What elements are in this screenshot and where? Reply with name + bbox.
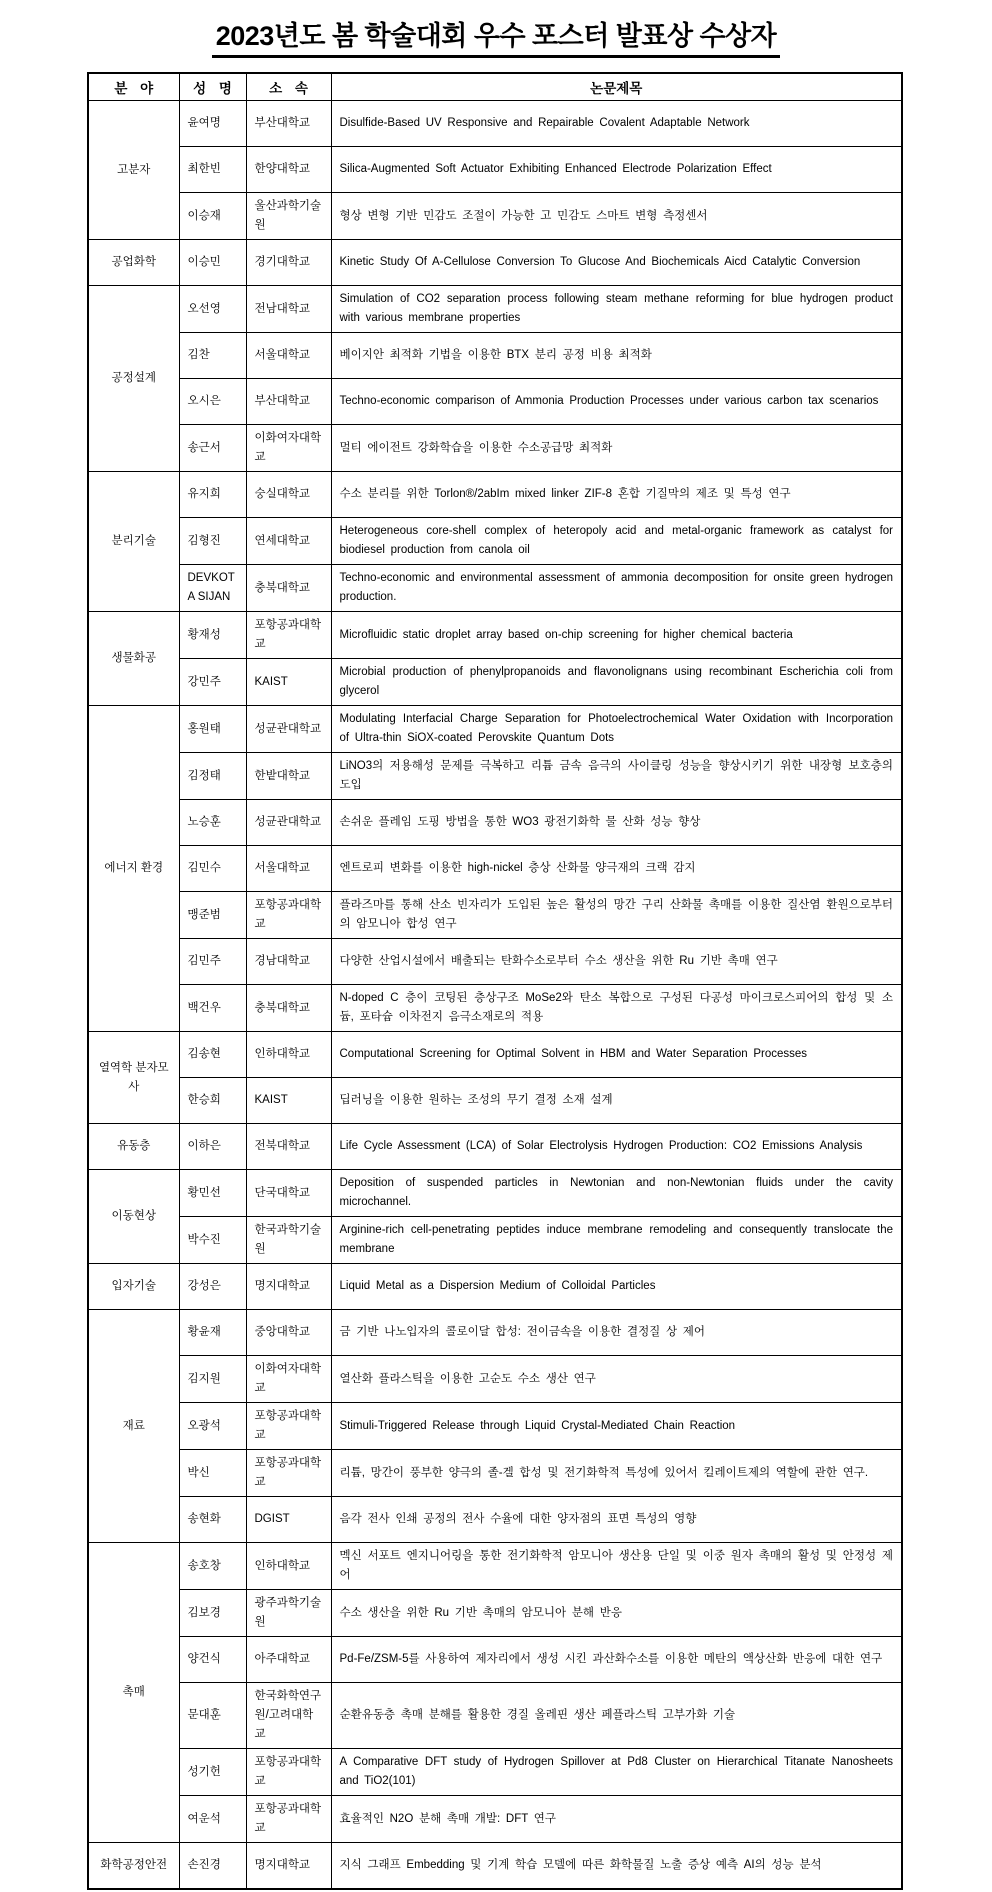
paper-title: 멀티 에이전트 강화학습을 이용한 수소공급망 최적화 <box>331 425 902 472</box>
field-group-cell: 이동현상 <box>88 1170 179 1264</box>
awardee-affiliation: 한국화학연구원/고려대학교 <box>246 1683 331 1749</box>
table-row <box>88 892 902 939</box>
paper-title: Liquid Metal as a Dispersion Medium of Colloidal Particles <box>331 1264 902 1310</box>
awardee-affiliation: 포항공과대학교 <box>246 892 331 939</box>
table-row <box>88 565 902 612</box>
field-group-cell: 촉매 <box>88 1543 179 1843</box>
table-row <box>88 1497 902 1543</box>
field-group-cell: 재료 <box>88 1310 179 1543</box>
field-group-cell: 입자기술 <box>88 1264 179 1310</box>
awardee-affiliation: 숭실대학교 <box>246 472 331 518</box>
awardee-affiliation: 울산과학기술원 <box>246 193 331 240</box>
awardee-name: 맹준범 <box>179 892 246 939</box>
paper-title: 음각 전사 인쇄 공정의 전사 수율에 대한 양자점의 표면 특성의 영향 <box>331 1497 902 1543</box>
table-row <box>88 240 902 286</box>
awardee-affiliation: 중앙대학교 <box>246 1310 331 1356</box>
awardee-affiliation: 한양대학교 <box>246 147 331 193</box>
awardee-name: DEVKOTA SIJAN <box>179 565 246 612</box>
awardee-affiliation: 아주대학교 <box>246 1637 331 1683</box>
awardee-name: 황윤재 <box>179 1310 246 1356</box>
table-row <box>88 1543 902 1590</box>
awardee-name: 송호창 <box>179 1543 246 1590</box>
paper-title: 금 기반 나노입자의 콜로이달 합성: 전이금속을 이용한 결정질 상 제어 <box>331 1310 902 1356</box>
paper-title: N-doped C 층이 코팅된 층상구조 MoSe2와 탄소 복합으로 구성된 다공성 마이크로스피어의 합성 및 소듐, 포타슘 이차전지 음극소재로의 적용 <box>331 985 902 1032</box>
paper-title: Heterogeneous core-shell complex of heteropoly acid and metal-organic framework as catalyst for biodiesel production from canola oil <box>331 518 902 565</box>
paper-title: Arginine-rich cell-penetrating peptides induce membrane remodeling and consequently translocate the membrane <box>331 1217 902 1264</box>
awardee-affiliation: 전북대학교 <box>246 1124 331 1170</box>
paper-title: 엔트로피 변화를 이용한 high-nickel 층상 산화물 양극재의 크랙 감지 <box>331 846 902 892</box>
paper-title: Life Cycle Assessment (LCA) of Solar Electrolysis Hydrogen Production: CO2 Emissions Analysis <box>331 1124 902 1170</box>
awardee-name: 김보경 <box>179 1590 246 1637</box>
field-group-cell: 에너지 환경 <box>88 706 179 1032</box>
field-group-cell: 화학공정안전 <box>88 1843 179 1889</box>
paper-title: Microbial production of phenylpropanoids and flavonolignans using recombinant Escherichia coli from glycerol <box>331 659 902 706</box>
field-group-cell: 고분자 <box>88 101 179 240</box>
page-title <box>0 14 992 58</box>
awardee-name: 백건우 <box>179 985 246 1032</box>
awardee-name: 이승민 <box>179 240 246 286</box>
header-paper-title: 논문제목 <box>331 73 902 101</box>
awardee-affiliation: 연세대학교 <box>246 518 331 565</box>
awardee-name: 양건식 <box>179 1637 246 1683</box>
table-row <box>88 1749 902 1796</box>
awardee-affiliation: 포항공과대학교 <box>246 1450 331 1497</box>
awardee-affiliation: 성균관대학교 <box>246 706 331 753</box>
table-row <box>88 706 902 753</box>
awardee-affiliation: 경남대학교 <box>246 939 331 985</box>
paper-title: 지식 그래프 Embedding 및 기계 학습 모델에 따른 화학물질 노출 증상 예측 AI의 성능 분석 <box>331 1843 902 1889</box>
paper-title: A Comparative DFT study of Hydrogen Spillover at Pd8 Cluster on Hierarchical Titanate Nanosheets and TiO2(101) <box>331 1749 902 1796</box>
table-row <box>88 939 902 985</box>
table-row <box>88 472 902 518</box>
awardee-name: 김지원 <box>179 1356 246 1403</box>
awardee-name: 홍원태 <box>179 706 246 753</box>
header-name: 성 명 <box>179 73 246 101</box>
table-row <box>88 1450 902 1497</box>
table-row <box>88 147 902 193</box>
table-row <box>88 1310 902 1356</box>
paper-title: Silica-Augmented Soft Actuator Exhibiting Enhanced Electrode Polarization Effect <box>331 147 902 193</box>
paper-title: Simulation of CO2 separation process following steam methane reforming for blue hydrogen product with various membrane properties <box>331 286 902 333</box>
awardee-name: 오광석 <box>179 1403 246 1450</box>
awardee-name: 오시은 <box>179 379 246 425</box>
table-row <box>88 753 902 800</box>
table-header <box>88 73 902 101</box>
awardee-name: 여운석 <box>179 1796 246 1843</box>
awardee-name: 황재성 <box>179 612 246 659</box>
header-row <box>88 73 902 101</box>
paper-title: 리튬, 망간이 풍부한 양극의 졸-겔 합성 및 전기화학적 특성에 있어서 킬레이트제의 역할에 관한 연구. <box>331 1450 902 1497</box>
awardee-affiliation: 단국대학교 <box>246 1170 331 1217</box>
awardee-name: 이승재 <box>179 193 246 240</box>
table-body <box>88 101 902 1889</box>
paper-title: Disulfide-Based UV Responsive and Repairable Covalent Adaptable Network <box>331 101 902 147</box>
awardee-name: 김찬 <box>179 333 246 379</box>
paper-title: LiNO3의 저용해성 문제를 극복하고 리튬 금속 음극의 사이클링 성능을 향상시키기 위한 내장형 보호층의 도입 <box>331 753 902 800</box>
header-field: 분 야 <box>88 73 179 101</box>
field-group-cell: 공정설계 <box>88 286 179 472</box>
table-row <box>88 1683 902 1749</box>
awardee-name: 김민주 <box>179 939 246 985</box>
awardee-affiliation: 서울대학교 <box>246 333 331 379</box>
awardee-affiliation: 명지대학교 <box>246 1264 331 1310</box>
paper-title: 다양한 산업시설에서 배출되는 탄화수소로부터 수소 생산을 위한 Ru 기반 촉매 연구 <box>331 939 902 985</box>
awardee-affiliation: 포항공과대학교 <box>246 1749 331 1796</box>
table-row <box>88 1356 902 1403</box>
awardee-name: 최한빈 <box>179 147 246 193</box>
awardee-name: 박수진 <box>179 1217 246 1264</box>
table-row <box>88 800 902 846</box>
table-row <box>88 101 902 147</box>
paper-title: Deposition of suspended particles in Newtonian and non-Newtonian fluids under the cavity microchannel. <box>331 1170 902 1217</box>
awardee-affiliation: 포항공과대학교 <box>246 1796 331 1843</box>
table-row <box>88 1843 902 1889</box>
paper-title: 열산화 플라스틱을 이용한 고순도 수소 생산 연구 <box>331 1356 902 1403</box>
awardee-name: 노승훈 <box>179 800 246 846</box>
header-affiliation: 소 속 <box>246 73 331 101</box>
paper-title: 형상 변형 기반 민감도 조절이 가능한 고 민감도 스마트 변형 측정센서 <box>331 193 902 240</box>
awardee-affiliation: 이화여자대학교 <box>246 425 331 472</box>
table-row <box>88 659 902 706</box>
table-row <box>88 286 902 333</box>
paper-title: Pd-Fe/ZSM-5를 사용하여 제자리에서 생성 시킨 과산화수소를 이용한 메탄의 액상산화 반응에 대한 연구 <box>331 1637 902 1683</box>
awardee-name: 황민선 <box>179 1170 246 1217</box>
paper-title: 효율적인 N2O 분해 촉매 개발: DFT 연구 <box>331 1796 902 1843</box>
paper-title: 수소 생산을 위한 Ru 기반 촉매의 암모니아 분해 반응 <box>331 1590 902 1637</box>
awardee-name: 박신 <box>179 1450 246 1497</box>
awardee-name: 오선영 <box>179 286 246 333</box>
paper-title: Techno-economic comparison of Ammonia Production Processes under various carbon tax scenarios <box>331 379 902 425</box>
awardee-name: 한승희 <box>179 1078 246 1124</box>
table-row <box>88 1217 902 1264</box>
awardee-name: 김송현 <box>179 1032 246 1078</box>
paper-title: 순환유동층 촉매 분해를 활용한 경질 올레핀 생산 페플라스틱 고부가화 기술 <box>331 1683 902 1749</box>
awardee-affiliation: KAIST <box>246 659 331 706</box>
table-row <box>88 846 902 892</box>
paper-title: 베이지안 최적화 기법을 이용한 BTX 분리 공정 비용 최적화 <box>331 333 902 379</box>
table-row <box>88 379 902 425</box>
awardee-name: 김형진 <box>179 518 246 565</box>
field-group-cell: 공업화학 <box>88 240 179 286</box>
paper-title: 플라즈마를 통해 산소 빈자리가 도입된 높은 활성의 망간 구리 산화물 촉매를 이용한 질산염 환원으로부터의 암모니아 합성 연구 <box>331 892 902 939</box>
awardee-affiliation: 명지대학교 <box>246 1843 331 1889</box>
table-row <box>88 1264 902 1310</box>
table-row <box>88 1078 902 1124</box>
awardee-name: 이하은 <box>179 1124 246 1170</box>
awards-table <box>87 72 903 1890</box>
table-row <box>88 425 902 472</box>
paper-title: Stimuli-Triggered Release through Liquid Crystal-Mediated Chain Reaction <box>331 1403 902 1450</box>
table-row <box>88 1403 902 1450</box>
paper-title: Computational Screening for Optimal Solvent in HBM and Water Separation Processes <box>331 1032 902 1078</box>
awardee-affiliation: 경기대학교 <box>246 240 331 286</box>
table-row <box>88 193 902 240</box>
awardee-affiliation: 전남대학교 <box>246 286 331 333</box>
awardee-affiliation: 충북대학교 <box>246 985 331 1032</box>
awardee-name: 송현화 <box>179 1497 246 1543</box>
awardee-affiliation: 인하대학교 <box>246 1543 331 1590</box>
awardee-affiliation: 부산대학교 <box>246 101 331 147</box>
field-group-cell: 생물화공 <box>88 612 179 706</box>
awardee-affiliation: 부산대학교 <box>246 379 331 425</box>
awardee-name: 송근서 <box>179 425 246 472</box>
table-row <box>88 333 902 379</box>
awardee-affiliation: 인하대학교 <box>246 1032 331 1078</box>
awardee-affiliation: 포항공과대학교 <box>246 612 331 659</box>
paper-title: Modulating Interfacial Charge Separation for Photoelectrochemical Water Oxidation with Incorporation of Ultra-thin SiOX-coated Perovskite Quantum Dots <box>331 706 902 753</box>
awardee-name: 유지희 <box>179 472 246 518</box>
awardee-affiliation: 한밭대학교 <box>246 753 331 800</box>
awardee-name: 손진경 <box>179 1843 246 1889</box>
awardee-affiliation: 충북대학교 <box>246 565 331 612</box>
awardee-name: 성기헌 <box>179 1749 246 1796</box>
table-row <box>88 1032 902 1078</box>
awardee-name: 강성은 <box>179 1264 246 1310</box>
paper-title: 딥러닝을 이용한 원하는 조성의 무기 결정 소재 설계 <box>331 1078 902 1124</box>
page-title-text: 2023년도 봄 학술대회 우수 포스터 발표상 수상자 <box>212 14 781 58</box>
field-group-cell: 유동층 <box>88 1124 179 1170</box>
awardee-affiliation: 서울대학교 <box>246 846 331 892</box>
table-row <box>88 1170 902 1217</box>
table-row <box>88 1124 902 1170</box>
awardee-affiliation: 이화여자대학교 <box>246 1356 331 1403</box>
awardee-affiliation: DGIST <box>246 1497 331 1543</box>
awardee-affiliation: KAIST <box>246 1078 331 1124</box>
awardee-affiliation: 광주과학기술원 <box>246 1590 331 1637</box>
paper-title: Techno-economic and environmental assessment of ammonia decomposition for onsite green hydrogen production. <box>331 565 902 612</box>
table-row <box>88 612 902 659</box>
awardee-name: 윤여명 <box>179 101 246 147</box>
table-row <box>88 1637 902 1683</box>
table-row <box>88 518 902 565</box>
table-row <box>88 1796 902 1843</box>
field-group-cell: 분리기술 <box>88 472 179 612</box>
paper-title: Kinetic Study Of A-Cellulose Conversion To Glucose And Biochemicals Aicd Catalytic Conversion <box>331 240 902 286</box>
awardee-name: 김민수 <box>179 846 246 892</box>
paper-title: 수소 분리를 위한 Torlon®/2abIm mixed linker ZIF-8 혼합 기질막의 제조 및 특성 연구 <box>331 472 902 518</box>
awardee-affiliation: 포항공과대학교 <box>246 1403 331 1450</box>
paper-title: 손쉬운 플레임 도핑 방법을 통한 WO3 광전기화학 물 산화 성능 향상 <box>331 800 902 846</box>
paper-title: 멕신 서포트 엔지니어링을 통한 전기화학적 암모니아 생산용 단일 및 이중 원자 촉매의 활성 및 안정성 제어 <box>331 1543 902 1590</box>
table-row <box>88 1590 902 1637</box>
awardee-name: 강민주 <box>179 659 246 706</box>
awardee-name: 김정태 <box>179 753 246 800</box>
awardee-name: 문대훈 <box>179 1683 246 1749</box>
table-row <box>88 985 902 1032</box>
field-group-cell: 열역학 분자모사 <box>88 1032 179 1124</box>
awardee-affiliation: 성균관대학교 <box>246 800 331 846</box>
paper-title: Microfluidic static droplet array based on-chip screening for higher chemical bacteria <box>331 612 902 659</box>
awardee-affiliation: 한국과학기술원 <box>246 1217 331 1264</box>
